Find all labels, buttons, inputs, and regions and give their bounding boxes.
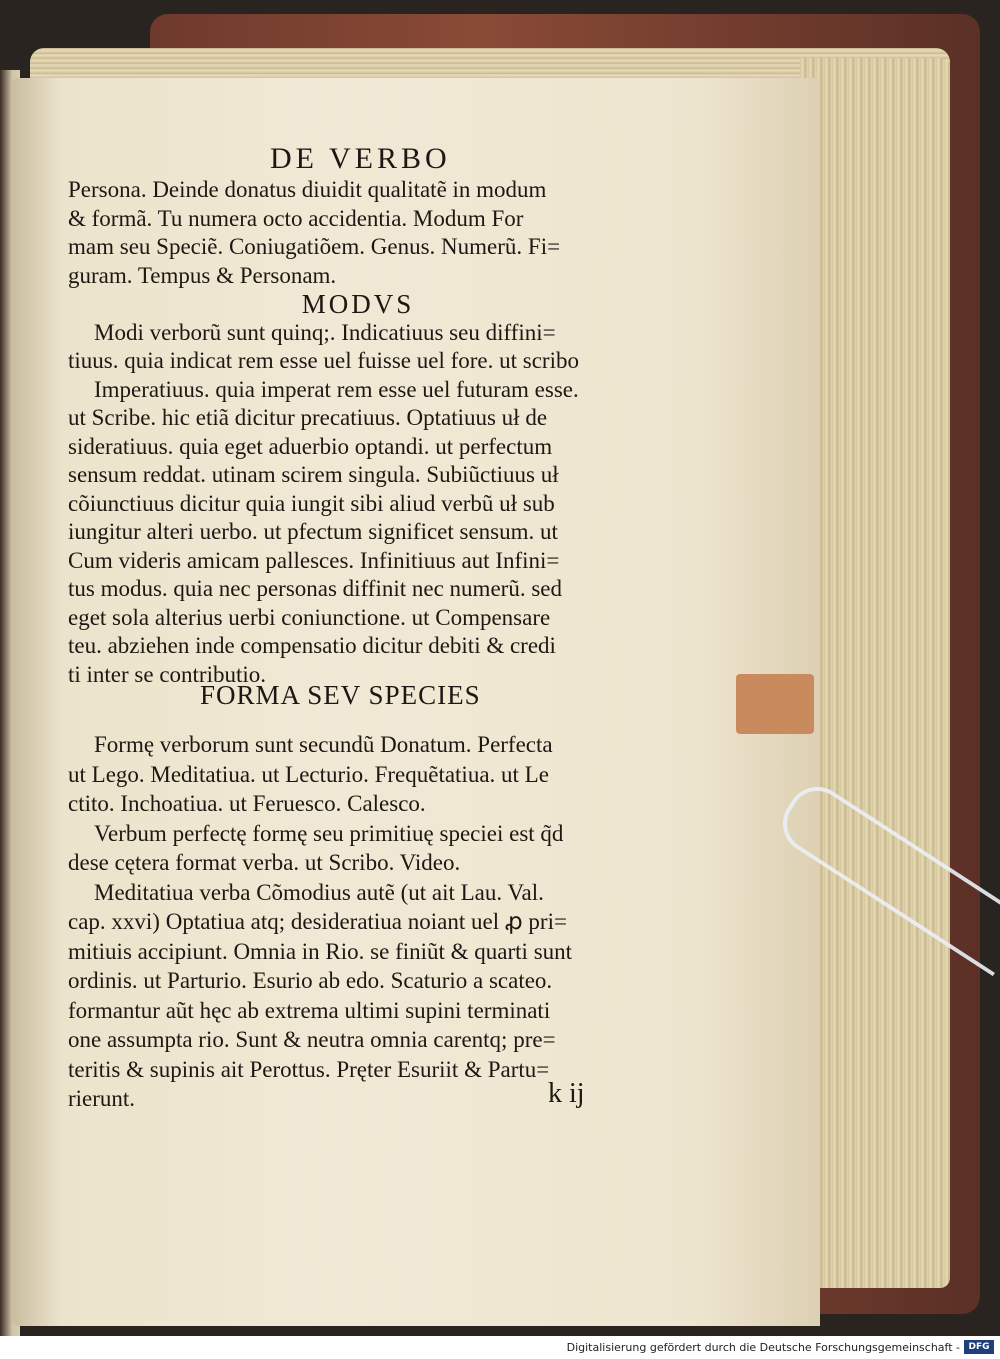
text-line: teu. abziehen inde compensatio dicitur debiti & credi bbox=[68, 633, 556, 658]
text-line: Formę verborum sunt secundũ Donatum. Perfecta bbox=[94, 732, 553, 757]
page-block-fore-edge bbox=[800, 58, 950, 1288]
text-line: Meditatiua verba Cõmodius autẽ (ut ait Lau. Val. bbox=[94, 879, 544, 905]
text-line: Persona. Deinde donatus diuidit qualitatẽ in modum bbox=[68, 177, 547, 202]
text-line: Modi verborũ sunt quinq;. Indicatiuus seu diffini= bbox=[94, 319, 556, 345]
text-line: dese cętera format verba. ut Scribo. Video. bbox=[68, 850, 461, 875]
text-line: tus modus. quia nec personas diffinit nec numerũ. sed bbox=[68, 576, 562, 601]
text-line: ctito. Inchoatiua. ut Feruesco. Calesco. bbox=[68, 791, 426, 816]
text-line: Verbum perfectę formę seu primitiuę speciei est q̃d bbox=[94, 820, 564, 846]
text-line: ut Scribe. hic etiã dicitur precatiuus. Optatiuus uł de bbox=[68, 405, 548, 430]
text-line: one assumpta rio. Sunt & neutra omnia carentq; pre= bbox=[68, 1027, 556, 1052]
text-line: mam seu Speciẽ. Coniugatiõem. Genus. Numerũ. Fi= bbox=[68, 234, 561, 259]
text-line: guram. Tempus & Personam. bbox=[68, 262, 337, 288]
footer-credit: Digitalisierung gefördert durch die Deutsche Forschungsgemeinschaft - bbox=[566, 1341, 960, 1354]
signature-mark: k ij bbox=[548, 1078, 585, 1109]
text-line: cõiunctiuus dicitur quia iungit sibi aliud verbũ uł sub bbox=[68, 490, 555, 516]
text-line: ordinis. ut Parturio. Esurio ab edo. Scaturio a scateo. bbox=[68, 968, 553, 993]
text-line: cap. xxvi) Optatiua atq; desideratiua noiant uel ꝓ pri= bbox=[68, 909, 567, 934]
text-line: ut Lego. Meditatiua. ut Lecturio. Frequẽtatiua. ut Le bbox=[68, 761, 549, 787]
forma-heading: FORMA SEV SPECIES bbox=[200, 680, 481, 710]
footer-bar bbox=[0, 1336, 1000, 1359]
modus-heading: MODVS bbox=[301, 289, 415, 319]
running-head: DE VERBO bbox=[270, 142, 451, 175]
text-line: tiuus. quia indicat rem esse uel fuisse uel fore. ut scribo bbox=[68, 348, 579, 373]
text-line: mitiuis accipiunt. Omnia in Rio. se finiũt & quarti sunt bbox=[68, 938, 573, 964]
text-line: iungitur alteri uerbo. ut pfectum significet sensum. ut bbox=[68, 519, 558, 544]
text-line: & formã. Tu numera octo accidentia. Modum For bbox=[68, 205, 524, 231]
text-line: Imperatiuus. quia imperat rem esse uel futuram esse. bbox=[94, 376, 579, 402]
text-line: formantur aũt hęc ab extrema ultimi supini terminati bbox=[68, 997, 551, 1023]
intro-paragraph bbox=[68, 176, 648, 689]
leather-tab bbox=[736, 674, 814, 734]
dfg-logo: DFG bbox=[964, 1340, 994, 1354]
text-line: rierunt. bbox=[68, 1086, 136, 1111]
text-line: sideratiuus. quia eget aduerbio optandi. ut perfectum bbox=[68, 433, 553, 459]
text-line: ti inter se contributio. bbox=[68, 661, 267, 687]
text-line: Cum videris amicam pallesces. Infinitiuus aut Infini= bbox=[68, 547, 560, 573]
text-line: teritis & supinis ait Perottus. Pręter Esuriit & Partu= bbox=[68, 1056, 550, 1082]
text-line: eget sola alterius uerbi coniunctione. ut Compensare bbox=[68, 604, 551, 630]
forma-paragraph bbox=[68, 730, 648, 1114]
text-line: sensum reddat. utinam scirem singula. Subiũctiuus uł bbox=[68, 462, 559, 487]
